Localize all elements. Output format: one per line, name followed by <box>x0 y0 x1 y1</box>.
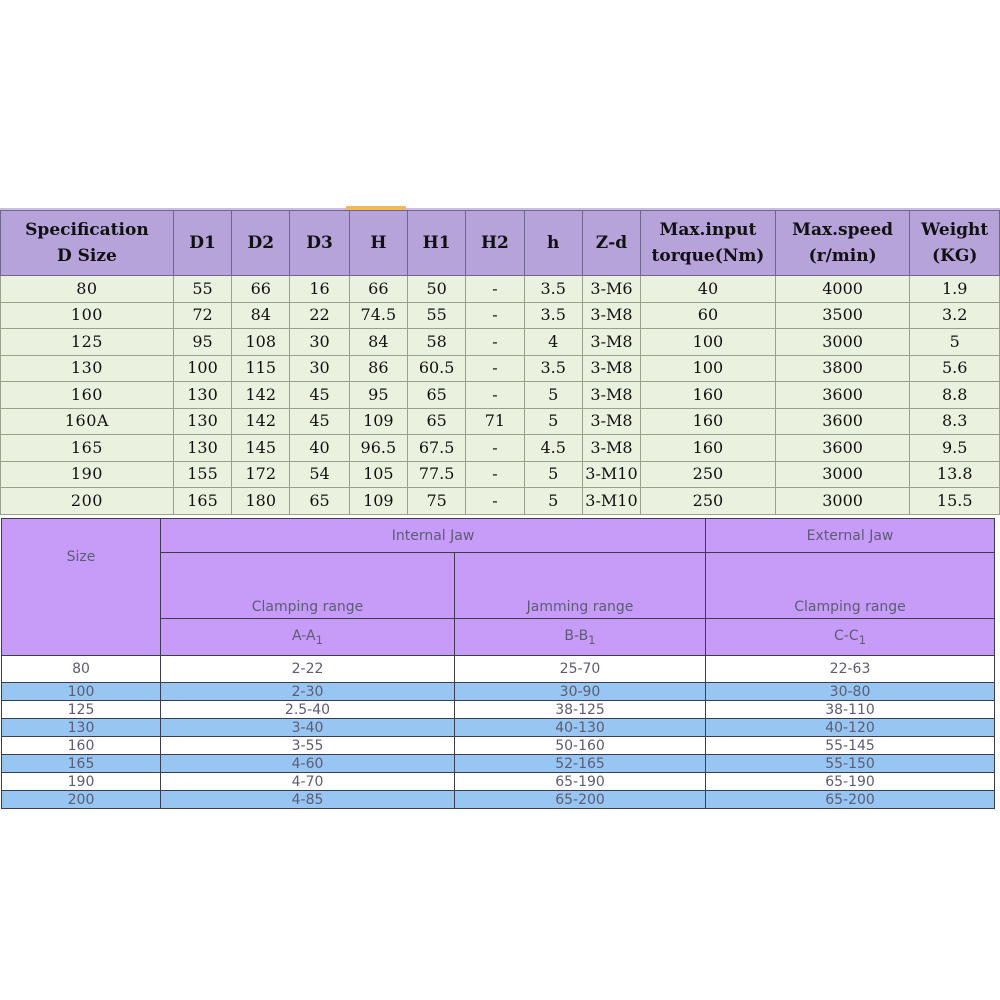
spec-cell: 130 <box>1 355 174 382</box>
cc-header <box>706 619 995 656</box>
spec-cell: 40 <box>641 276 776 303</box>
spec-cell: 160A <box>1 408 174 435</box>
spec-cell: 3600 <box>775 435 910 462</box>
spec-cell: 5.6 <box>910 355 1000 382</box>
spec-cell: 3.2 <box>910 302 1000 329</box>
spec-cell: 3000 <box>775 461 910 488</box>
spec-header-cell: Weight (KG) <box>910 211 1000 276</box>
spec-cell: 72 <box>173 302 231 329</box>
spec-cell: 109 <box>349 408 407 435</box>
jaw-cell: 55-145 <box>706 737 995 755</box>
spec-cell: 100 <box>173 355 231 382</box>
jaw-cell: 65-200 <box>706 791 995 809</box>
spec-cell: 3.5 <box>524 302 582 329</box>
jaw-cell: 4-60 <box>161 755 455 773</box>
jaw-cell: 2.5-40 <box>161 701 455 719</box>
jaw-row <box>2 683 995 701</box>
spec-cell: 155 <box>173 461 231 488</box>
spec-cell: 16 <box>290 276 349 303</box>
spec-cell: 105 <box>349 461 407 488</box>
spec-header-cell: H <box>349 211 407 276</box>
spec-cell: 109 <box>349 488 407 515</box>
spec-cell: 15.5 <box>910 488 1000 515</box>
spec-cell: 3.5 <box>524 276 582 303</box>
spec-row <box>1 408 1000 435</box>
spec-cell: 130 <box>173 408 231 435</box>
spec-cell: 160 <box>1 382 174 409</box>
spec-cell: 3800 <box>775 355 910 382</box>
spec-cell: 65 <box>290 488 349 515</box>
bb-label: B-B <box>564 627 589 644</box>
spec-row <box>1 488 1000 515</box>
bb-header <box>455 619 706 656</box>
jaw-cell: 40-120 <box>706 719 995 737</box>
spec-cell: 160 <box>641 382 776 409</box>
spec-cell: 67.5 <box>407 435 465 462</box>
spec-cell: 75 <box>407 488 465 515</box>
aa-header <box>161 619 455 656</box>
jaw-cell: 130 <box>2 719 161 737</box>
spec-cell: 4000 <box>775 276 910 303</box>
jaw-cell: 25-70 <box>455 656 706 683</box>
external-clamping-range-header: Clamping range <box>706 553 995 619</box>
spec-header-cell: Specification D Size <box>1 211 174 276</box>
spec-cell: 165 <box>1 435 174 462</box>
spec-cell: 60.5 <box>407 355 465 382</box>
spec-cell: 45 <box>290 382 349 409</box>
spec-header-cell: Max.input torque(Nm) <box>641 211 776 276</box>
spec-cell: 5 <box>524 461 582 488</box>
jaw-cell: 4-85 <box>161 791 455 809</box>
spec-cell: 30 <box>290 355 349 382</box>
spec-cell: 5 <box>524 488 582 515</box>
spec-header-cell: h <box>524 211 582 276</box>
jaw-cell: 100 <box>2 683 161 701</box>
spec-cell: 160 <box>641 408 776 435</box>
spec-cell: 71 <box>466 408 524 435</box>
aa-label: A-A <box>291 627 316 644</box>
spec-cell: 54 <box>290 461 349 488</box>
jaw-cell: 200 <box>2 791 161 809</box>
spec-cell: 13.8 <box>910 461 1000 488</box>
jaw-row <box>2 719 995 737</box>
spec-cell: 1.9 <box>910 276 1000 303</box>
spec-cell: 65 <box>407 408 465 435</box>
clamping-range-header: Clamping range <box>161 553 455 619</box>
jaw-cell: 50-160 <box>455 737 706 755</box>
spec-row <box>1 276 1000 303</box>
jaw-row <box>2 773 995 791</box>
external-jaw-header: External Jaw <box>706 519 995 553</box>
spec-cell: 5 <box>524 382 582 409</box>
jaw-cell: 2-30 <box>161 683 455 701</box>
spec-cell: 125 <box>1 329 174 356</box>
jaw-cell: 52-165 <box>455 755 706 773</box>
spec-cell: 3-M10 <box>582 488 640 515</box>
spec-cell: 9.5 <box>910 435 1000 462</box>
spec-cell: 160 <box>641 435 776 462</box>
spec-cell: 4 <box>524 329 582 356</box>
spec-cell: - <box>466 302 524 329</box>
specification-table <box>0 210 1000 515</box>
jaw-cell: 65-190 <box>706 773 995 791</box>
aa-subscript: 1 <box>315 632 323 647</box>
spec-cell: 60 <box>641 302 776 329</box>
spec-cell: 130 <box>173 435 231 462</box>
spec-cell: 115 <box>232 355 290 382</box>
jaw-cell: 40-130 <box>455 719 706 737</box>
spec-cell: 190 <box>1 461 174 488</box>
cc-subscript: 1 <box>858 632 867 647</box>
spec-cell: 3-M8 <box>582 382 640 409</box>
spec-cell: 130 <box>173 382 231 409</box>
spec-cell: 142 <box>232 382 290 409</box>
spec-cell: 80 <box>1 276 174 303</box>
spec-cell: 3600 <box>775 408 910 435</box>
spec-row <box>1 355 1000 382</box>
spec-cell: 3000 <box>775 488 910 515</box>
size-header: Size <box>2 519 161 656</box>
spec-cell: 108 <box>232 329 290 356</box>
spec-cell: 65 <box>407 382 465 409</box>
jaw-row <box>2 791 995 809</box>
spec-cell: 66 <box>349 276 407 303</box>
spec-cell: 8.3 <box>910 408 1000 435</box>
spec-cell: 5 <box>910 329 1000 356</box>
spec-header-cell: Z-d <box>582 211 640 276</box>
spec-cell: 55 <box>173 276 231 303</box>
jaw-range-table <box>1 518 995 809</box>
spec-cell: 40 <box>290 435 349 462</box>
spec-cell: - <box>466 488 524 515</box>
cc-label: C-C <box>834 627 859 644</box>
spec-header-cell: H1 <box>407 211 465 276</box>
spec-cell: 84 <box>349 329 407 356</box>
spec-cell: - <box>466 355 524 382</box>
jaw-cell: 4-70 <box>161 773 455 791</box>
spec-cell: 3-M8 <box>582 408 640 435</box>
spec-row <box>1 382 1000 409</box>
jaw-cell: 165 <box>2 755 161 773</box>
spec-cell: 180 <box>232 488 290 515</box>
spec-header-cell: Max.speed (r/min) <box>775 211 910 276</box>
spec-cell: - <box>466 329 524 356</box>
spec-header-cell: D1 <box>173 211 231 276</box>
spec-cell: - <box>466 276 524 303</box>
jaw-cell: 125 <box>2 701 161 719</box>
spec-cell: 86 <box>349 355 407 382</box>
jaw-cell: 3-55 <box>161 737 455 755</box>
jaw-cell: 30-90 <box>455 683 706 701</box>
jaw-cell: 160 <box>2 737 161 755</box>
jaw-cell: 65-200 <box>455 791 706 809</box>
spec-cell: 3-M10 <box>582 461 640 488</box>
jaw-cell: 30-80 <box>706 683 995 701</box>
spec-cell: 250 <box>641 488 776 515</box>
spec-cell: 22 <box>290 302 349 329</box>
jaw-cell: 3-40 <box>161 719 455 737</box>
spec-cell: 3-M8 <box>582 302 640 329</box>
spec-cell: 3500 <box>775 302 910 329</box>
jaw-cell: 22-63 <box>706 656 995 683</box>
jaw-row <box>2 701 995 719</box>
spec-row <box>1 329 1000 356</box>
spec-row <box>1 461 1000 488</box>
internal-jaw-header: Internal Jaw <box>161 519 706 553</box>
spec-cell: 100 <box>641 329 776 356</box>
spec-cell: 3-M6 <box>582 276 640 303</box>
spec-cell: 5 <box>524 408 582 435</box>
spec-cell: 50 <box>407 276 465 303</box>
spec-header-cell: D2 <box>232 211 290 276</box>
spec-cell: 8.8 <box>910 382 1000 409</box>
spec-cell: 100 <box>1 302 174 329</box>
jaw-row <box>2 737 995 755</box>
bb-subscript: 1 <box>588 632 596 647</box>
spec-cell: 250 <box>641 461 776 488</box>
spec-cell: - <box>466 382 524 409</box>
spec-cell: 3.5 <box>524 355 582 382</box>
spec-cell: 96.5 <box>349 435 407 462</box>
jaw-cell: 80 <box>2 656 161 683</box>
spec-cell: 3-M8 <box>582 329 640 356</box>
spec-cell: 66 <box>232 276 290 303</box>
jaw-cell: 190 <box>2 773 161 791</box>
spec-cell: 165 <box>173 488 231 515</box>
spec-header-cell: H2 <box>466 211 524 276</box>
spec-cell: 142 <box>232 408 290 435</box>
jaw-body <box>2 656 995 809</box>
spec-cell: 55 <box>407 302 465 329</box>
spec-cell: - <box>466 461 524 488</box>
spec-cell: 145 <box>232 435 290 462</box>
spec-row <box>1 302 1000 329</box>
spec-cell: 30 <box>290 329 349 356</box>
jaw-cell: 65-190 <box>455 773 706 791</box>
spec-cell: - <box>466 435 524 462</box>
spec-cell: 100 <box>641 355 776 382</box>
jamming-range-header: Jamming range <box>455 553 706 619</box>
jaw-row <box>2 755 995 773</box>
spec-cell: 172 <box>232 461 290 488</box>
jaw-cell: 38-110 <box>706 701 995 719</box>
jaw-cell: 38-125 <box>455 701 706 719</box>
jaw-row <box>2 656 995 683</box>
spec-cell: 84 <box>232 302 290 329</box>
spec-cell: 200 <box>1 488 174 515</box>
spec-cell: 74.5 <box>349 302 407 329</box>
spec-cell: 3000 <box>775 329 910 356</box>
jaw-cell: 55-150 <box>706 755 995 773</box>
jaw-cell: 2-22 <box>161 656 455 683</box>
spec-body <box>1 276 1000 515</box>
spec-cell: 45 <box>290 408 349 435</box>
spec-cell: 77.5 <box>407 461 465 488</box>
spec-cell: 4.5 <box>524 435 582 462</box>
spec-cell: 58 <box>407 329 465 356</box>
spec-header-row <box>1 211 1000 276</box>
spec-row <box>1 435 1000 462</box>
spec-cell: 3600 <box>775 382 910 409</box>
spec-cell: 3-M8 <box>582 355 640 382</box>
spec-header-cell: D3 <box>290 211 349 276</box>
spec-cell: 95 <box>349 382 407 409</box>
spec-cell: 3-M8 <box>582 435 640 462</box>
spec-cell: 95 <box>173 329 231 356</box>
